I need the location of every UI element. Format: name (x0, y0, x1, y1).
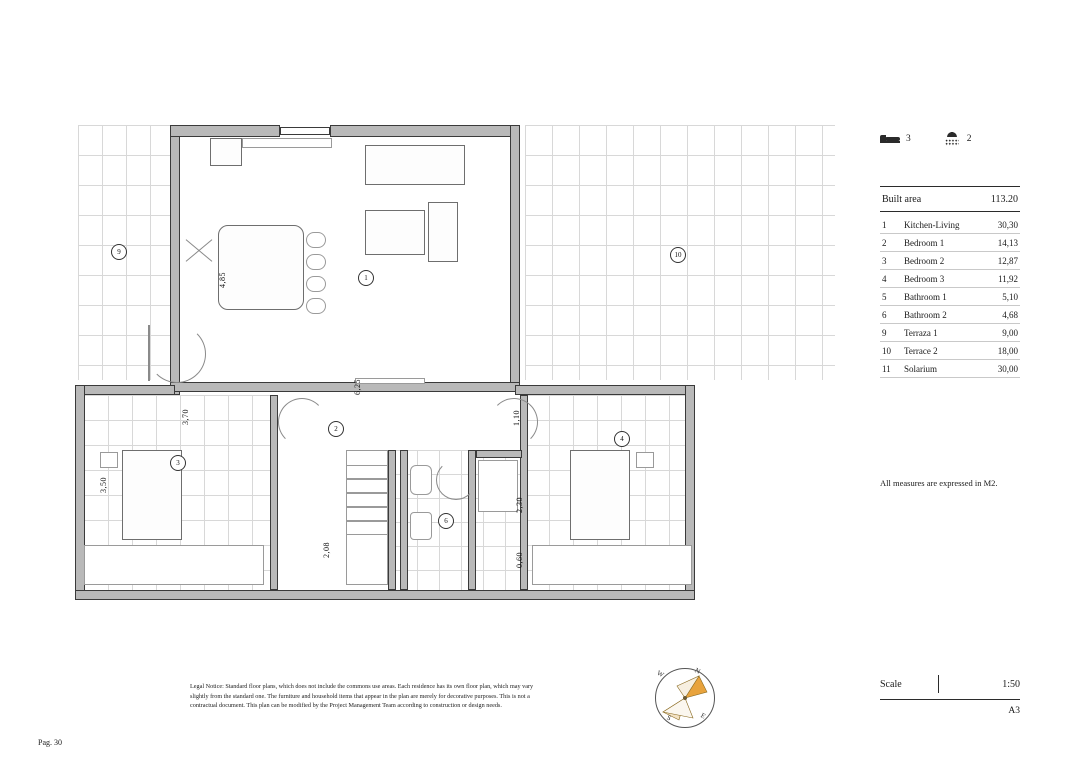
room-area: 5,10 (1002, 292, 1018, 302)
dimension-0-60: 0,60 (515, 552, 524, 568)
room-number: 1 (882, 220, 887, 230)
stair-step-1 (346, 465, 388, 479)
dimension-2-08: 2,08 (322, 542, 331, 558)
scale-row (880, 675, 1020, 700)
room-name: Kitchen-Living (904, 220, 960, 230)
compass-west-label: W (655, 668, 666, 680)
table-row (880, 360, 1020, 378)
bath1-door-arc (436, 460, 476, 500)
room-area: 9,00 (1002, 328, 1018, 338)
dimension-3-70: 3,70 (181, 409, 190, 425)
nightstand-2 (636, 452, 654, 468)
scale-label: Scale (880, 678, 902, 690)
sheet-size: A3 (1008, 706, 1020, 716)
wall-upper-top-right (330, 125, 520, 137)
scale-value: 1:50 (1002, 678, 1020, 690)
compass-needle (655, 668, 715, 728)
wall-upper-top-left (170, 125, 280, 137)
scale-panel (880, 675, 1020, 716)
wardrobe-bedroom-2 (84, 545, 264, 585)
plan-label-1: 1 (358, 270, 374, 286)
built-area-value: 113.20 (990, 194, 1018, 205)
dimension-4-85: 4,85 (218, 272, 227, 288)
partition-hall-left (388, 450, 396, 590)
room-number: 3 (882, 256, 887, 266)
bed1-door-arc (278, 398, 326, 446)
built-area-row (880, 186, 1020, 212)
table-row (880, 288, 1020, 306)
compass-rose (655, 668, 715, 728)
wall-lower-top-left (75, 385, 175, 395)
plan-label-2: 2 (328, 421, 344, 437)
table-row (880, 270, 1020, 288)
floor-plan-drawing (70, 120, 840, 600)
dimension-1-10: 1,10 (512, 410, 521, 426)
room-number: 6 (882, 310, 887, 320)
bedroom-count: 3 (906, 134, 911, 144)
room-name: Bedroom 3 (904, 274, 945, 284)
room-number: 4 (882, 274, 887, 284)
cabinet-right (428, 202, 458, 262)
page-number: Pag. 30 (38, 738, 62, 747)
toilet-bath2 (410, 512, 432, 540)
partition-bath1 (476, 450, 522, 458)
plan-label-4: 4 (614, 431, 630, 447)
plan-label-10: 10 (670, 247, 686, 263)
room-area: 30,30 (997, 220, 1018, 230)
room-area: 14,13 (997, 238, 1018, 248)
chair-3 (306, 276, 326, 292)
dimension-6-25: 6,25 (353, 379, 362, 395)
stair-step-4 (346, 507, 388, 521)
dining-table (218, 225, 304, 310)
nightstand-1 (100, 452, 118, 468)
built-area-label: Built area (882, 194, 922, 205)
room-area: 11,92 (998, 274, 1018, 284)
plan-label-6: 6 (438, 513, 454, 529)
window-upper-top-mid (280, 127, 330, 135)
table-row (880, 216, 1020, 234)
sofa (365, 145, 465, 185)
room-name: Bathroom 1 (904, 292, 947, 302)
chair-1 (306, 232, 326, 248)
room-number: 11 (882, 364, 891, 374)
table-row (880, 306, 1020, 324)
terrace-door-1 (355, 378, 425, 384)
wall-lower-bottom (75, 590, 695, 600)
dimension-2-30: 2,30 (515, 497, 524, 513)
room-area: 18,00 (997, 346, 1018, 356)
wall-upper-right (510, 125, 520, 390)
table-row (880, 252, 1020, 270)
room-number: 2 (882, 238, 887, 248)
plan-label-3: 3 (170, 455, 186, 471)
stair-step-2 (346, 479, 388, 493)
room-area: 4,68 (1002, 310, 1018, 320)
room-number: 5 (882, 292, 887, 302)
shower-icon (943, 132, 961, 146)
compass-south-label: S (665, 713, 673, 723)
room-number: 9 (882, 328, 887, 338)
stair-step-5 (346, 521, 388, 535)
measures-note: All measures are expressed in M2. (880, 478, 998, 488)
wall-lower-top-right (515, 385, 695, 395)
wall-upper-bottom (170, 382, 520, 392)
washbasin-bath2 (410, 465, 432, 495)
legend-panel (880, 128, 1020, 378)
room-name: Terrace 2 (904, 346, 938, 356)
room-table (880, 216, 1020, 378)
cooktop (210, 138, 242, 166)
room-name: Bedroom 1 (904, 238, 945, 248)
shower-bath1 (478, 460, 518, 512)
scale-divider (938, 675, 939, 693)
bed-icon (880, 133, 900, 145)
counter-top (242, 138, 332, 148)
bed-bedroom-3 (570, 450, 630, 540)
entry-door-leaf (148, 325, 150, 381)
room-area: 30,00 (997, 364, 1018, 374)
chair-2 (306, 254, 326, 270)
chair-4 (306, 298, 326, 314)
partition-bed2-right (270, 395, 278, 590)
legal-notice: Legal Notice: Standard floor plans, which does not include the commons use areas. Each residence has its own floor plan, which may vary slightly from the standard one. The furniture and household items that appear in the plan are merely for decorative purposes. This is not a contractual document. This plan can be modified by the Project Management Team according to construction or design needs. (190, 683, 534, 710)
dimension-3-50: 3,50 (99, 477, 108, 493)
table-row (880, 234, 1020, 252)
room-name: Terraza 1 (904, 328, 938, 338)
room-number: 10 (882, 346, 891, 356)
stair-step-3 (346, 493, 388, 507)
summary-row (880, 128, 1020, 150)
wardrobe-bedroom-3 (532, 545, 692, 585)
compass-east-label: E (699, 711, 707, 721)
bathroom-count: 2 (966, 134, 972, 144)
island (365, 210, 425, 255)
compass-north-label: N (693, 666, 702, 676)
room-area: 12,87 (997, 256, 1018, 266)
room-name: Bedroom 2 (904, 256, 945, 266)
room-name: Bathroom 2 (904, 310, 947, 320)
partition-bath2-left (400, 450, 408, 590)
table-row (880, 324, 1020, 342)
entry-door-arc (148, 325, 206, 383)
room-name: Solarium (904, 364, 937, 374)
plan-label-9: 9 (111, 244, 127, 260)
table-row (880, 342, 1020, 360)
